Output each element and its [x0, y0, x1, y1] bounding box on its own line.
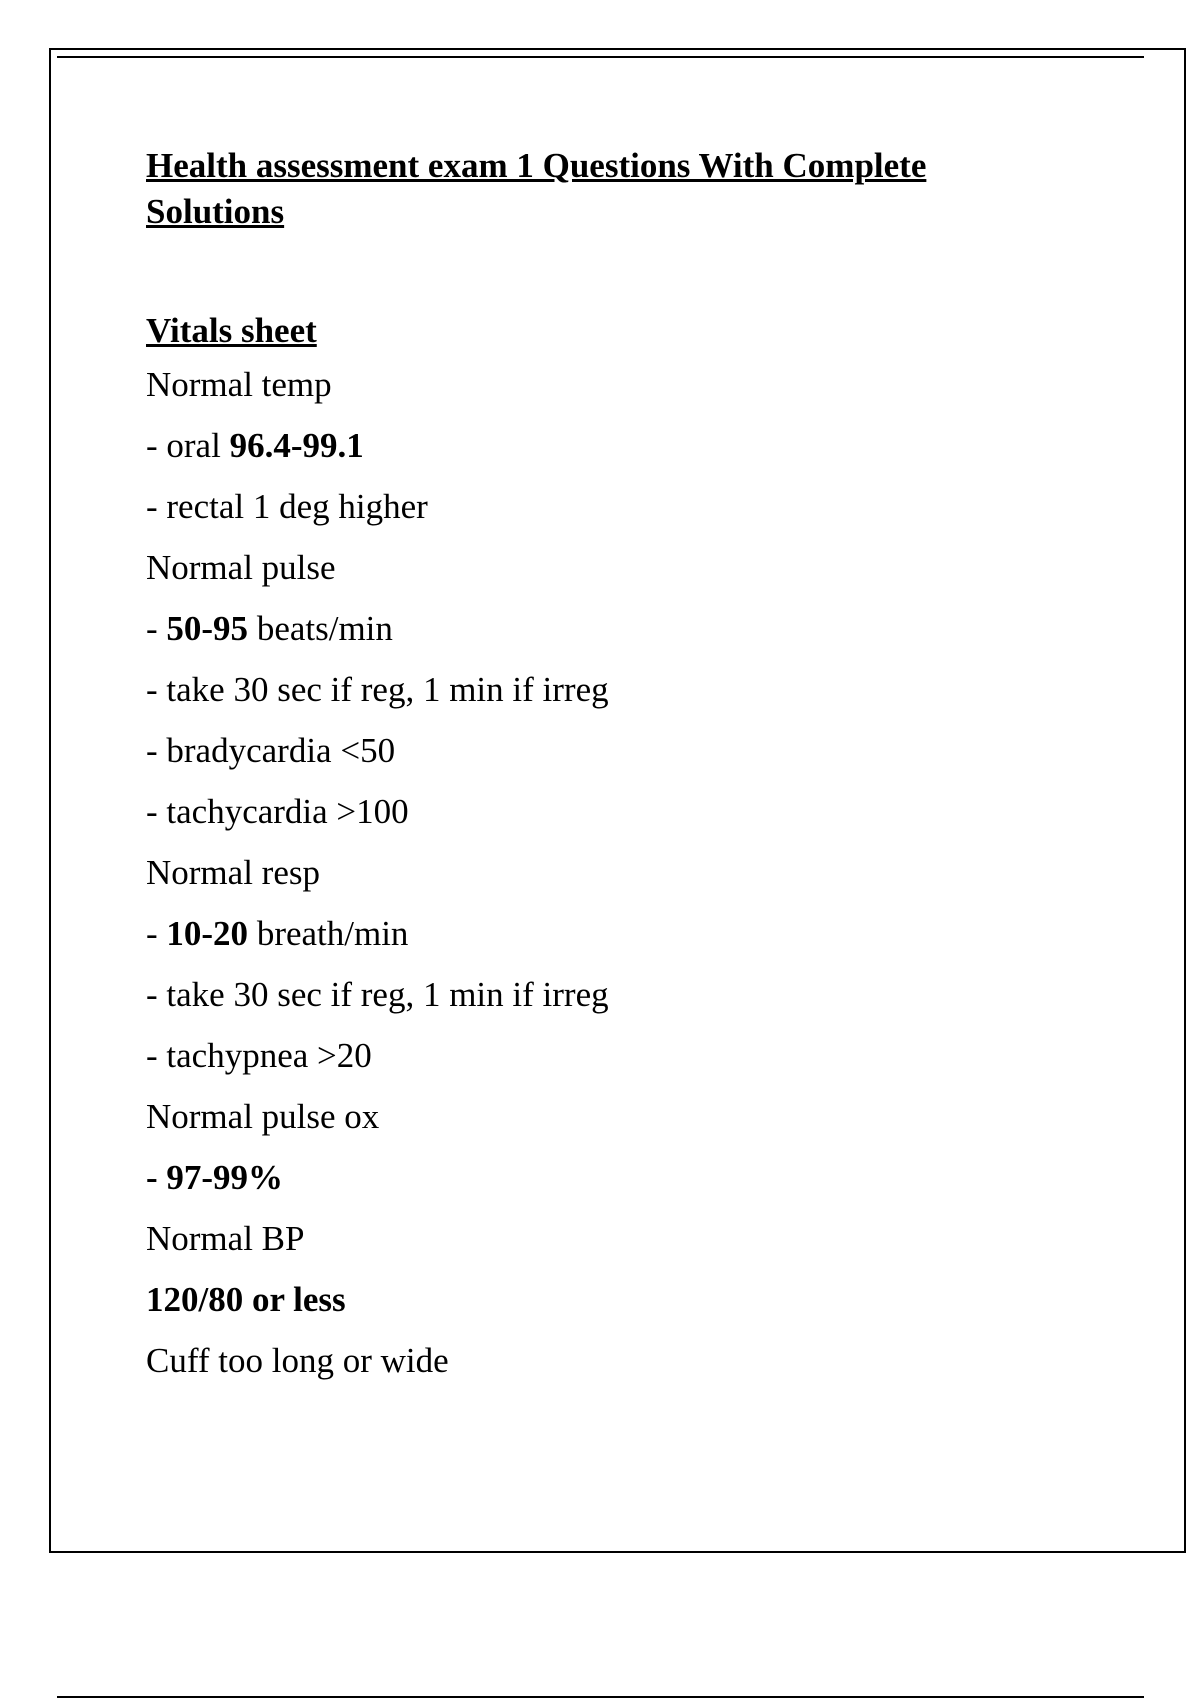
document-body: [146, 143, 1046, 1391]
vitals-line: [146, 1086, 1046, 1147]
bottom-divider-line: [57, 1696, 1144, 1698]
vitals-line-bold: 50-95: [166, 609, 249, 648]
vitals-line-prefix: - take 30 sec if reg, 1 min if irreg: [146, 975, 609, 1014]
vitals-line-bold: 10-20: [166, 914, 249, 953]
vitals-line-text: beats/min: [248, 609, 393, 648]
vitals-line: [146, 903, 1046, 964]
vitals-line: [146, 720, 1046, 781]
vitals-line: [146, 964, 1046, 1025]
vitals-line: [146, 476, 1046, 537]
top-divider-line: [57, 56, 1144, 58]
vitals-line-text: breath/min: [248, 914, 409, 953]
vitals-line-text: Normal pulse: [146, 548, 336, 587]
document-title: Health assessment exam 1 Questions With Complete Solutions: [146, 146, 927, 231]
vitals-line: [146, 781, 1046, 842]
vitals-list: [146, 354, 1046, 1391]
vitals-line-prefix: - take 30 sec if reg, 1 min if irreg: [146, 670, 609, 709]
vitals-line: [146, 1025, 1046, 1086]
vitals-line: [146, 659, 1046, 720]
vitals-line-prefix: - rectal 1 deg higher: [146, 487, 428, 526]
vitals-line: [146, 842, 1046, 903]
vitals-line: [146, 537, 1046, 598]
vitals-line-bold: 120/80 or less: [146, 1280, 346, 1319]
vitals-line-text: Normal pulse ox: [146, 1097, 380, 1136]
vitals-line-prefix: - oral: [146, 426, 230, 465]
vitals-line: [146, 415, 1046, 476]
vitals-line-text: Cuff too long or wide: [146, 1341, 449, 1380]
vitals-line-text: Normal temp: [146, 365, 332, 404]
vitals-line-text: Normal BP: [146, 1219, 305, 1258]
vitals-line-prefix: - tachypnea >20: [146, 1036, 372, 1075]
vitals-line-bold: 96.4-99.1: [229, 426, 364, 465]
vitals-line-prefix: -: [146, 914, 167, 953]
vitals-line: [146, 1269, 1046, 1330]
vitals-line: [146, 1147, 1046, 1208]
vitals-line-prefix: - bradycardia <50: [146, 731, 396, 770]
vitals-line-bold: - 97-99%: [146, 1158, 284, 1197]
vitals-line: [146, 354, 1046, 415]
vitals-line-prefix: - tachycardia >100: [146, 792, 409, 831]
vitals-line-text: Normal resp: [146, 853, 320, 892]
vitals-line-prefix: -: [146, 609, 167, 648]
vitals-line: [146, 1208, 1046, 1269]
vitals-line: [146, 1330, 1046, 1391]
section-heading-vitals: Vitals sheet: [146, 311, 317, 350]
vitals-line: [146, 598, 1046, 659]
